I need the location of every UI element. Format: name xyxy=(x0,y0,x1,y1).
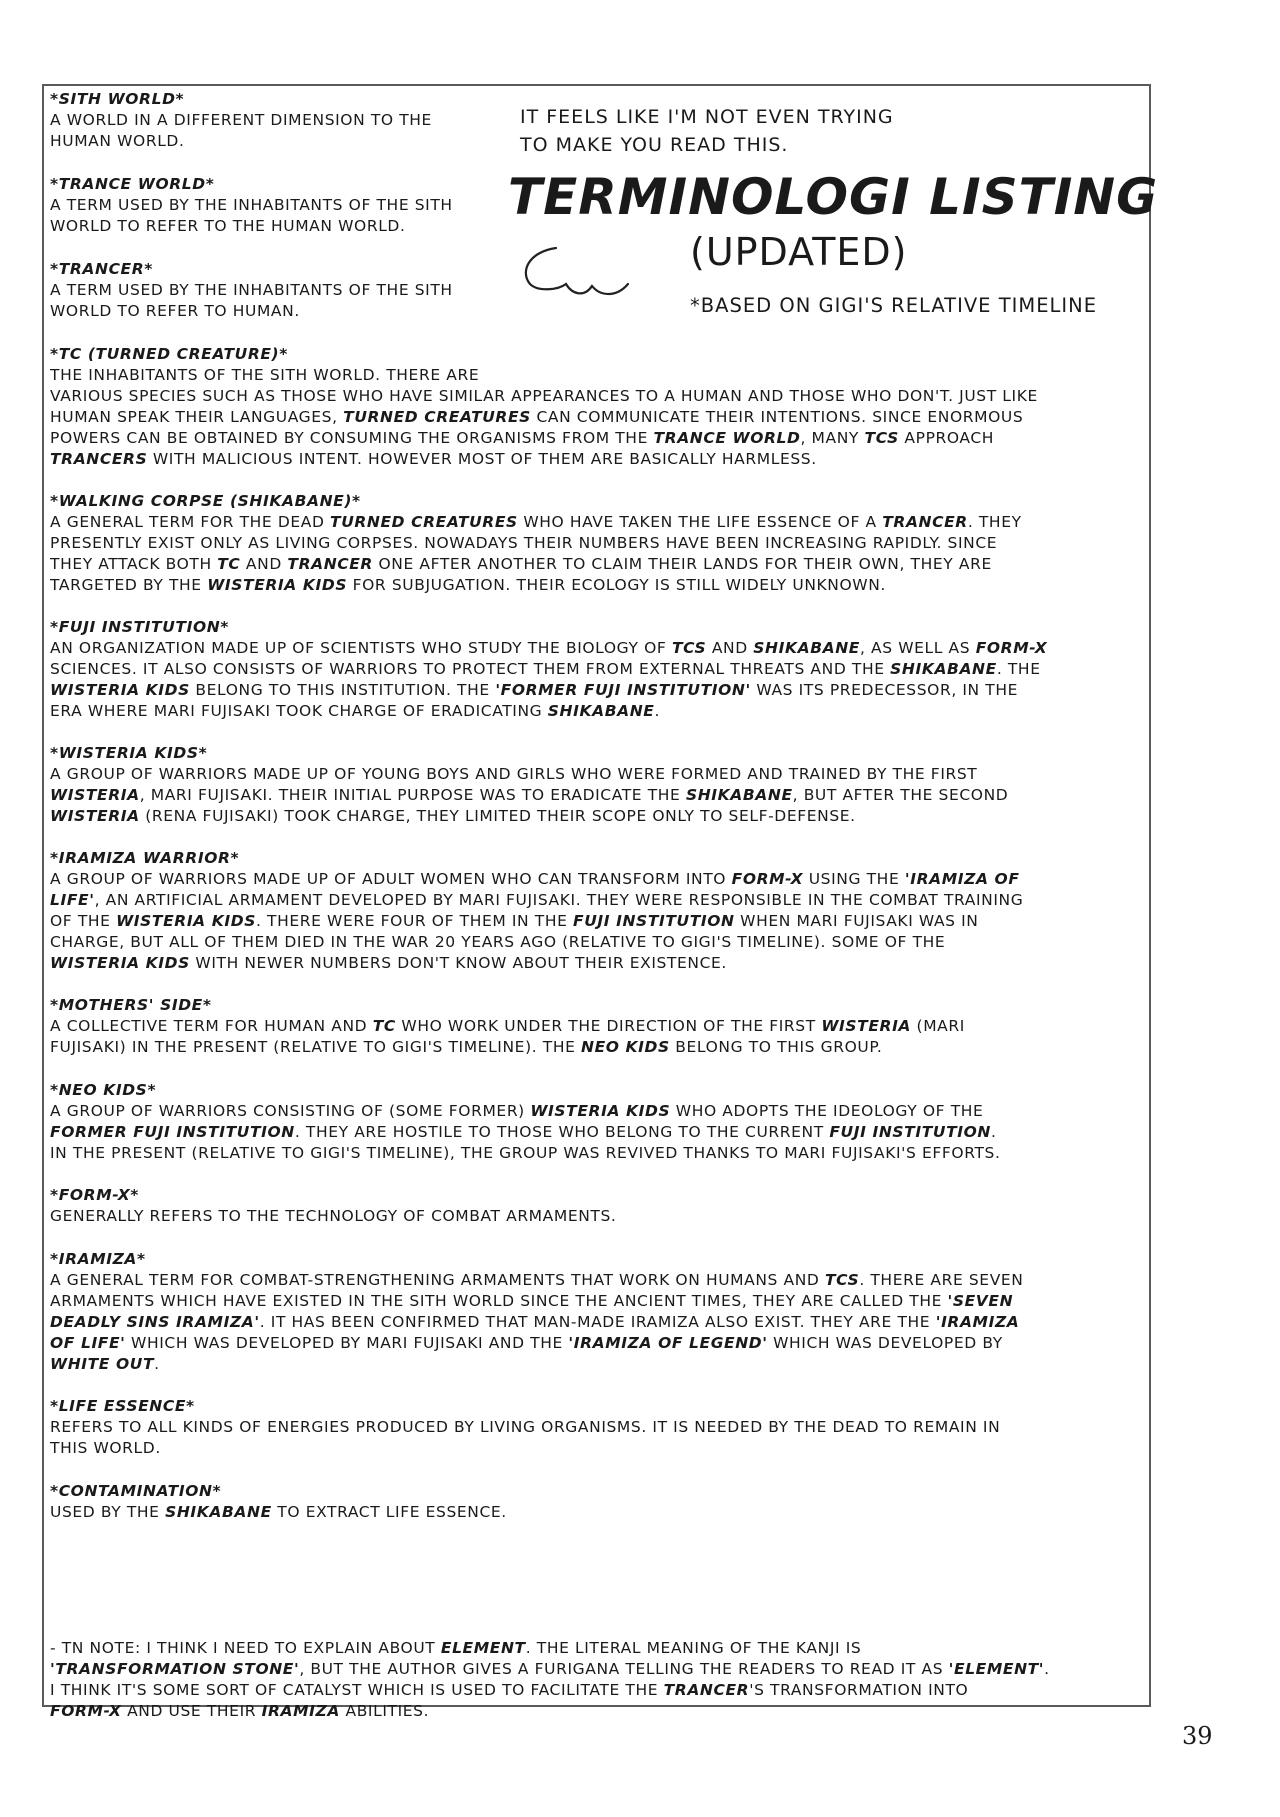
highlighted-term: 'ELEMENT' xyxy=(948,1660,1045,1678)
text-segment: REFERS TO ALL KINDS OF ENERGIES PRODUCED BY LIVING ORGANISMS. IT IS NEEDED BY THE DEAD TO REMAIN IN xyxy=(50,1418,1001,1436)
term-definition xyxy=(50,1270,1145,1375)
text-segment: TO EXTRACT LIFE ESSENCE. xyxy=(271,1503,507,1521)
text-segment: VARIOUS SPECIES SUCH AS THOSE WHO HAVE SIMILAR APPEARANCES TO A HUMAN AND THOSE WHO DON'T. JUST LIKE xyxy=(50,387,1038,405)
term-definition xyxy=(50,1206,1145,1227)
highlighted-term: 'IRAMIZA OF LEGEND' xyxy=(568,1334,768,1352)
text-segment: WHICH WAS DEVELOPED BY xyxy=(767,1334,1003,1352)
text-segment: GENERALLY REFERS TO THE TECHNOLOGY OF COMBAT ARMAMENTS. xyxy=(50,1207,617,1225)
text-segment: A TERM USED BY THE INHABITANTS OF THE SITH xyxy=(50,281,453,299)
term-heading: *WISTERIA KIDS* xyxy=(50,744,208,762)
text-segment: WHO ADOPTS THE IDEOLOGY OF THE xyxy=(670,1102,984,1120)
highlighted-term: WISTERIA xyxy=(50,786,140,804)
highlighted-term: TRANCER xyxy=(882,513,968,531)
text-segment: THIS WORLD. xyxy=(50,1439,161,1457)
highlighted-term: FUJI INSTITUTION xyxy=(829,1123,991,1141)
translator-note-text xyxy=(50,1638,1145,1722)
term-definition xyxy=(50,195,500,237)
term-definition xyxy=(50,1502,1145,1523)
text-segment: THE INHABITANTS OF THE SITH WORLD. THERE ARE xyxy=(50,366,480,384)
page-number: 39 xyxy=(1182,1722,1213,1750)
text-segment: . xyxy=(1044,1660,1050,1678)
text-segment: POWERS CAN BE OBTAINED BY CONSUMING THE ORGANISMS FROM THE xyxy=(50,429,654,447)
highlighted-term: TRANCE WORLD xyxy=(653,429,801,447)
term-heading: *SITH WORLD* xyxy=(50,90,185,108)
term-definition xyxy=(50,365,1145,470)
text-segment: A GROUP OF WARRIORS MADE UP OF YOUNG BOYS AND GIRLS WHO WERE FORMED AND TRAINED BY THE FIRST xyxy=(50,765,978,783)
highlighted-term: TC xyxy=(217,555,241,573)
text-segment: ARMAMENTS WHICH HAVE EXISTED IN THE SITH WORLD SINCE THE ANCIENT TIMES, THEY ARE CALLED THE xyxy=(50,1292,948,1310)
text-segment: CAN COMMUNICATE THEIR INTENTIONS. SINCE ENORMOUS xyxy=(530,408,1024,426)
text-segment: ONE AFTER ANOTHER TO CLAIM THEIR LANDS FOR THEIR OWN, THEY ARE xyxy=(372,555,992,573)
highlighted-term: WISTERIA KIDS xyxy=(50,954,190,972)
highlighted-term: LIFE' xyxy=(50,891,95,909)
term-heading: *NEO KIDS* xyxy=(50,1081,157,1099)
term-definition xyxy=(50,280,500,322)
text-segment: . xyxy=(654,702,661,720)
text-segment: PRESENTLY EXIST ONLY AS LIVING CORPSES. NOWADAYS THEIR NUMBERS HAVE BEEN INCREASING RAPIDLY. SINCE xyxy=(50,534,998,552)
highlighted-term: SHIKABANE xyxy=(685,786,793,804)
highlighted-term: 'IRAMIZA OF xyxy=(904,870,1020,888)
text-segment: BELONG TO THIS INSTITUTION. THE xyxy=(189,681,496,699)
highlighted-term: FORMER FUJI INSTITUTION xyxy=(50,1123,295,1141)
highlighted-term: SHIKABANE xyxy=(547,702,655,720)
term-heading: *CONTAMINATION* xyxy=(50,1482,222,1500)
text-segment: A COLLECTIVE TERM FOR HUMAN AND xyxy=(50,1017,373,1035)
text-segment: USING THE xyxy=(803,870,905,888)
text-segment: . THE LITERAL MEANING OF THE KANJI IS xyxy=(525,1639,862,1657)
text-segment: , MANY xyxy=(800,429,865,447)
term-heading: *TC (TURNED CREATURE)* xyxy=(50,345,288,363)
text-segment: A GENERAL TERM FOR THE DEAD xyxy=(50,513,331,531)
text-segment: WHO HAVE TAKEN THE LIFE ESSENCE OF A xyxy=(517,513,883,531)
timeline-basis-note: *BASED ON GIGI'S RELATIVE TIMELINE xyxy=(690,294,1098,317)
translator-remark: IT FEELS LIKE I'M NOT EVEN TRYING TO MAKE YOU READ THIS. xyxy=(520,106,894,156)
text-segment: FUJISAKI) IN THE PRESENT (RELATIVE TO GIGI'S TIMELINE). THE xyxy=(50,1038,582,1056)
squiggle-doodle xyxy=(518,244,648,304)
highlighted-term: SHIKABANE xyxy=(753,639,860,657)
highlighted-term: 'TRANSFORMATION STONE' xyxy=(50,1660,300,1678)
text-segment: (RENA FUJISAKI) TOOK CHARGE, THEY LIMITED THEIR SCOPE ONLY TO SELF-DEFENSE. xyxy=(139,807,856,825)
highlighted-term: FORM-X xyxy=(975,639,1048,657)
highlighted-term: TC xyxy=(372,1017,396,1035)
highlighted-term: TRANCERS xyxy=(50,450,148,468)
text-segment: 'S TRANSFORMATION INTO xyxy=(749,1681,969,1699)
text-segment: APPROACH xyxy=(898,429,995,447)
text-segment: A GROUP OF WARRIORS MADE UP OF ADULT WOMEN WHO CAN TRANSFORM INTO xyxy=(50,870,732,888)
text-segment: ERA WHERE MARI FUJISAKI TOOK CHARGE OF ERADICATING xyxy=(50,702,548,720)
text-segment: CHARGE, BUT ALL OF THEM DIED IN THE WAR 20 YEARS AGO (RELATIVE TO GIGI'S TIMELINE). SOME OF THE xyxy=(50,933,946,951)
term-heading: *IRAMIZA* xyxy=(50,1250,146,1268)
term-definition xyxy=(50,869,1145,974)
highlighted-term: WISTERIA KIDS xyxy=(50,681,190,699)
text-segment: A GROUP OF WARRIORS CONSISTING OF (SOME FORMER) xyxy=(50,1102,531,1120)
highlighted-term: OF LIFE' xyxy=(50,1334,126,1352)
text-segment: OF THE xyxy=(50,912,117,930)
highlighted-term: TCS xyxy=(671,639,707,657)
term-heading: *TRANCER* xyxy=(50,260,153,278)
page-subtitle: (UPDATED) xyxy=(690,230,908,274)
highlighted-term: TURNED CREATURES xyxy=(330,513,518,531)
term-heading: *FUJI INSTITUTION* xyxy=(50,618,230,636)
text-segment: WHICH WAS DEVELOPED BY MARI FUJISAKI AND THE xyxy=(125,1334,569,1352)
highlighted-term: TRANCER xyxy=(663,1681,750,1699)
term-definition xyxy=(50,1101,1145,1164)
text-segment: WHO WORK UNDER THE DIRECTION OF THE FIRST xyxy=(395,1017,822,1035)
text-segment: , BUT THE AUTHOR GIVES A FURIGANA TELLING THE READERS TO READ IT AS xyxy=(299,1660,949,1678)
text-segment: AND USE THEIR xyxy=(121,1702,262,1720)
text-segment: A TERM USED BY THE INHABITANTS OF THE SITH xyxy=(50,196,453,214)
highlighted-term: IRAMIZA xyxy=(261,1702,340,1720)
highlighted-term: WISTERIA xyxy=(821,1017,912,1035)
text-segment: USED BY THE xyxy=(50,1503,166,1521)
text-segment: , AN ARTIFICIAL ARMAMENT DEVELOPED BY MARI FUJISAKI. THEY WERE RESPONSIBLE IN THE COMBAT TRAINING xyxy=(94,891,1024,909)
text-segment: WITH NEWER NUMBERS DON'T KNOW ABOUT THEIR EXISTENCE. xyxy=(189,954,727,972)
highlighted-term: WISTERIA KIDS xyxy=(207,576,348,594)
highlighted-term: TCS xyxy=(864,429,899,447)
term-definition xyxy=(50,512,1145,596)
text-segment: WAS ITS PREDECESSOR, IN THE xyxy=(750,681,1018,699)
text-segment: AND xyxy=(240,555,288,573)
text-segment: . IT HAS BEEN CONFIRMED THAT MAN-MADE IRAMIZA ALSO EXIST. THEY ARE THE xyxy=(259,1313,936,1331)
term-heading: *WALKING CORPSE (SHIKABANE)* xyxy=(50,492,361,510)
highlighted-term: TCS xyxy=(824,1271,860,1289)
highlighted-term: ELEMENT xyxy=(440,1639,526,1657)
highlighted-term: DEADLY SINS IRAMIZA' xyxy=(50,1313,260,1331)
text-segment: AN ORGANIZATION MADE UP OF SCIENTISTS WHO STUDY THE BIOLOGY OF xyxy=(50,639,672,657)
text-segment: TARGETED BY THE xyxy=(50,576,208,594)
highlighted-term: 'FORMER FUJI INSTITUTION' xyxy=(495,681,751,699)
text-segment: - TN NOTE: I THINK I NEED TO EXPLAIN ABOUT xyxy=(50,1639,441,1657)
text-segment: I THINK IT'S SOME SORT OF CATALYST WHICH IS USED TO FACILITATE THE xyxy=(50,1681,664,1699)
highlighted-term: FORM-X xyxy=(731,870,804,888)
highlighted-term: 'SEVEN xyxy=(947,1292,1014,1310)
text-segment: SCIENCES. IT ALSO CONSISTS OF WARRIORS TO PROTECT THEM FROM EXTERNAL THREATS AND THE xyxy=(50,660,891,678)
term-definition xyxy=(50,638,1145,722)
text-segment: IN THE PRESENT (RELATIVE TO GIGI'S TIMELINE), THE GROUP WAS REVIVED THANKS TO MARI FUJISAKI'S EFFORTS. xyxy=(50,1144,1001,1162)
term-heading: *FORM-X* xyxy=(50,1186,139,1204)
text-segment: BELONG TO THIS GROUP. xyxy=(669,1038,883,1056)
highlighted-term: FUJI INSTITUTION xyxy=(573,912,735,930)
text-segment: FOR SUBJUGATION. THEIR ECOLOGY IS STILL WIDELY UNKNOWN. xyxy=(347,576,886,594)
term-heading: *IRAMIZA WARRIOR* xyxy=(50,849,240,867)
text-segment: HUMAN SPEAK THEIR LANGUAGES, xyxy=(50,408,344,426)
text-segment: . THE xyxy=(996,660,1041,678)
term-heading: *LIFE ESSENCE* xyxy=(50,1397,195,1415)
text-segment: WITH MALICIOUS INTENT. HOWEVER MOST OF THEM ARE BASICALLY HARMLESS. xyxy=(147,450,817,468)
highlighted-term: 'IRAMIZA xyxy=(935,1313,1020,1331)
text-segment: , BUT AFTER THE SECOND xyxy=(792,786,1009,804)
text-segment: , MARI FUJISAKI. THEIR INITIAL PURPOSE WAS TO ERADICATE THE xyxy=(139,786,686,804)
term-definition xyxy=(50,764,1145,827)
highlighted-term: WISTERIA xyxy=(50,807,140,825)
highlighted-term: NEO KIDS xyxy=(581,1038,670,1056)
text-segment: WHEN MARI FUJISAKI WAS IN xyxy=(734,912,979,930)
highlighted-term: TRANCER xyxy=(287,555,373,573)
text-segment: AND xyxy=(706,639,754,657)
term-definition xyxy=(50,110,500,152)
term-heading: *MOTHERS' SIDE* xyxy=(50,996,212,1014)
highlighted-term: SHIKABANE xyxy=(165,1503,272,1521)
highlighted-term: WISTERIA KIDS xyxy=(530,1102,671,1120)
text-segment: A WORLD IN A DIFFERENT DIMENSION TO THE xyxy=(50,111,432,129)
highlighted-term: FORM-X xyxy=(50,1702,122,1720)
text-segment: , AS WELL AS xyxy=(859,639,976,657)
text-segment: . THEY xyxy=(967,513,1022,531)
text-segment: WORLD TO REFER TO HUMAN. xyxy=(50,302,300,320)
text-segment: THEY ATTACK BOTH xyxy=(50,555,218,573)
highlighted-term: TURNED CREATURES xyxy=(343,408,531,426)
highlighted-term: SHIKABANE xyxy=(890,660,997,678)
text-segment: . THERE WERE FOUR OF THEM IN THE xyxy=(255,912,574,930)
text-segment: . xyxy=(154,1355,160,1373)
page-title: TERMINOLOGI LISTING xyxy=(508,168,1159,226)
term-definition xyxy=(50,1016,1145,1058)
text-segment: ABILITIES. xyxy=(339,1702,430,1720)
text-segment: . THEY ARE HOSTILE TO THOSE WHO BELONG TO THE CURRENT xyxy=(294,1123,830,1141)
text-segment: A GENERAL TERM FOR COMBAT-STRENGTHENING ARMAMENTS THAT WORK ON HUMANS AND xyxy=(50,1271,825,1289)
text-segment: WORLD TO REFER TO THE HUMAN WORLD. xyxy=(50,217,406,235)
text-segment: (MARI xyxy=(911,1017,965,1035)
term-heading: *TRANCE WORLD* xyxy=(50,175,215,193)
text-segment: . xyxy=(990,1123,997,1141)
term-definition xyxy=(50,1417,1145,1459)
highlighted-term: WISTERIA KIDS xyxy=(116,912,256,930)
text-segment: HUMAN WORLD. xyxy=(50,132,185,150)
text-segment: . THERE ARE SEVEN xyxy=(859,1271,1024,1289)
highlighted-term: WHITE OUT xyxy=(50,1355,155,1373)
